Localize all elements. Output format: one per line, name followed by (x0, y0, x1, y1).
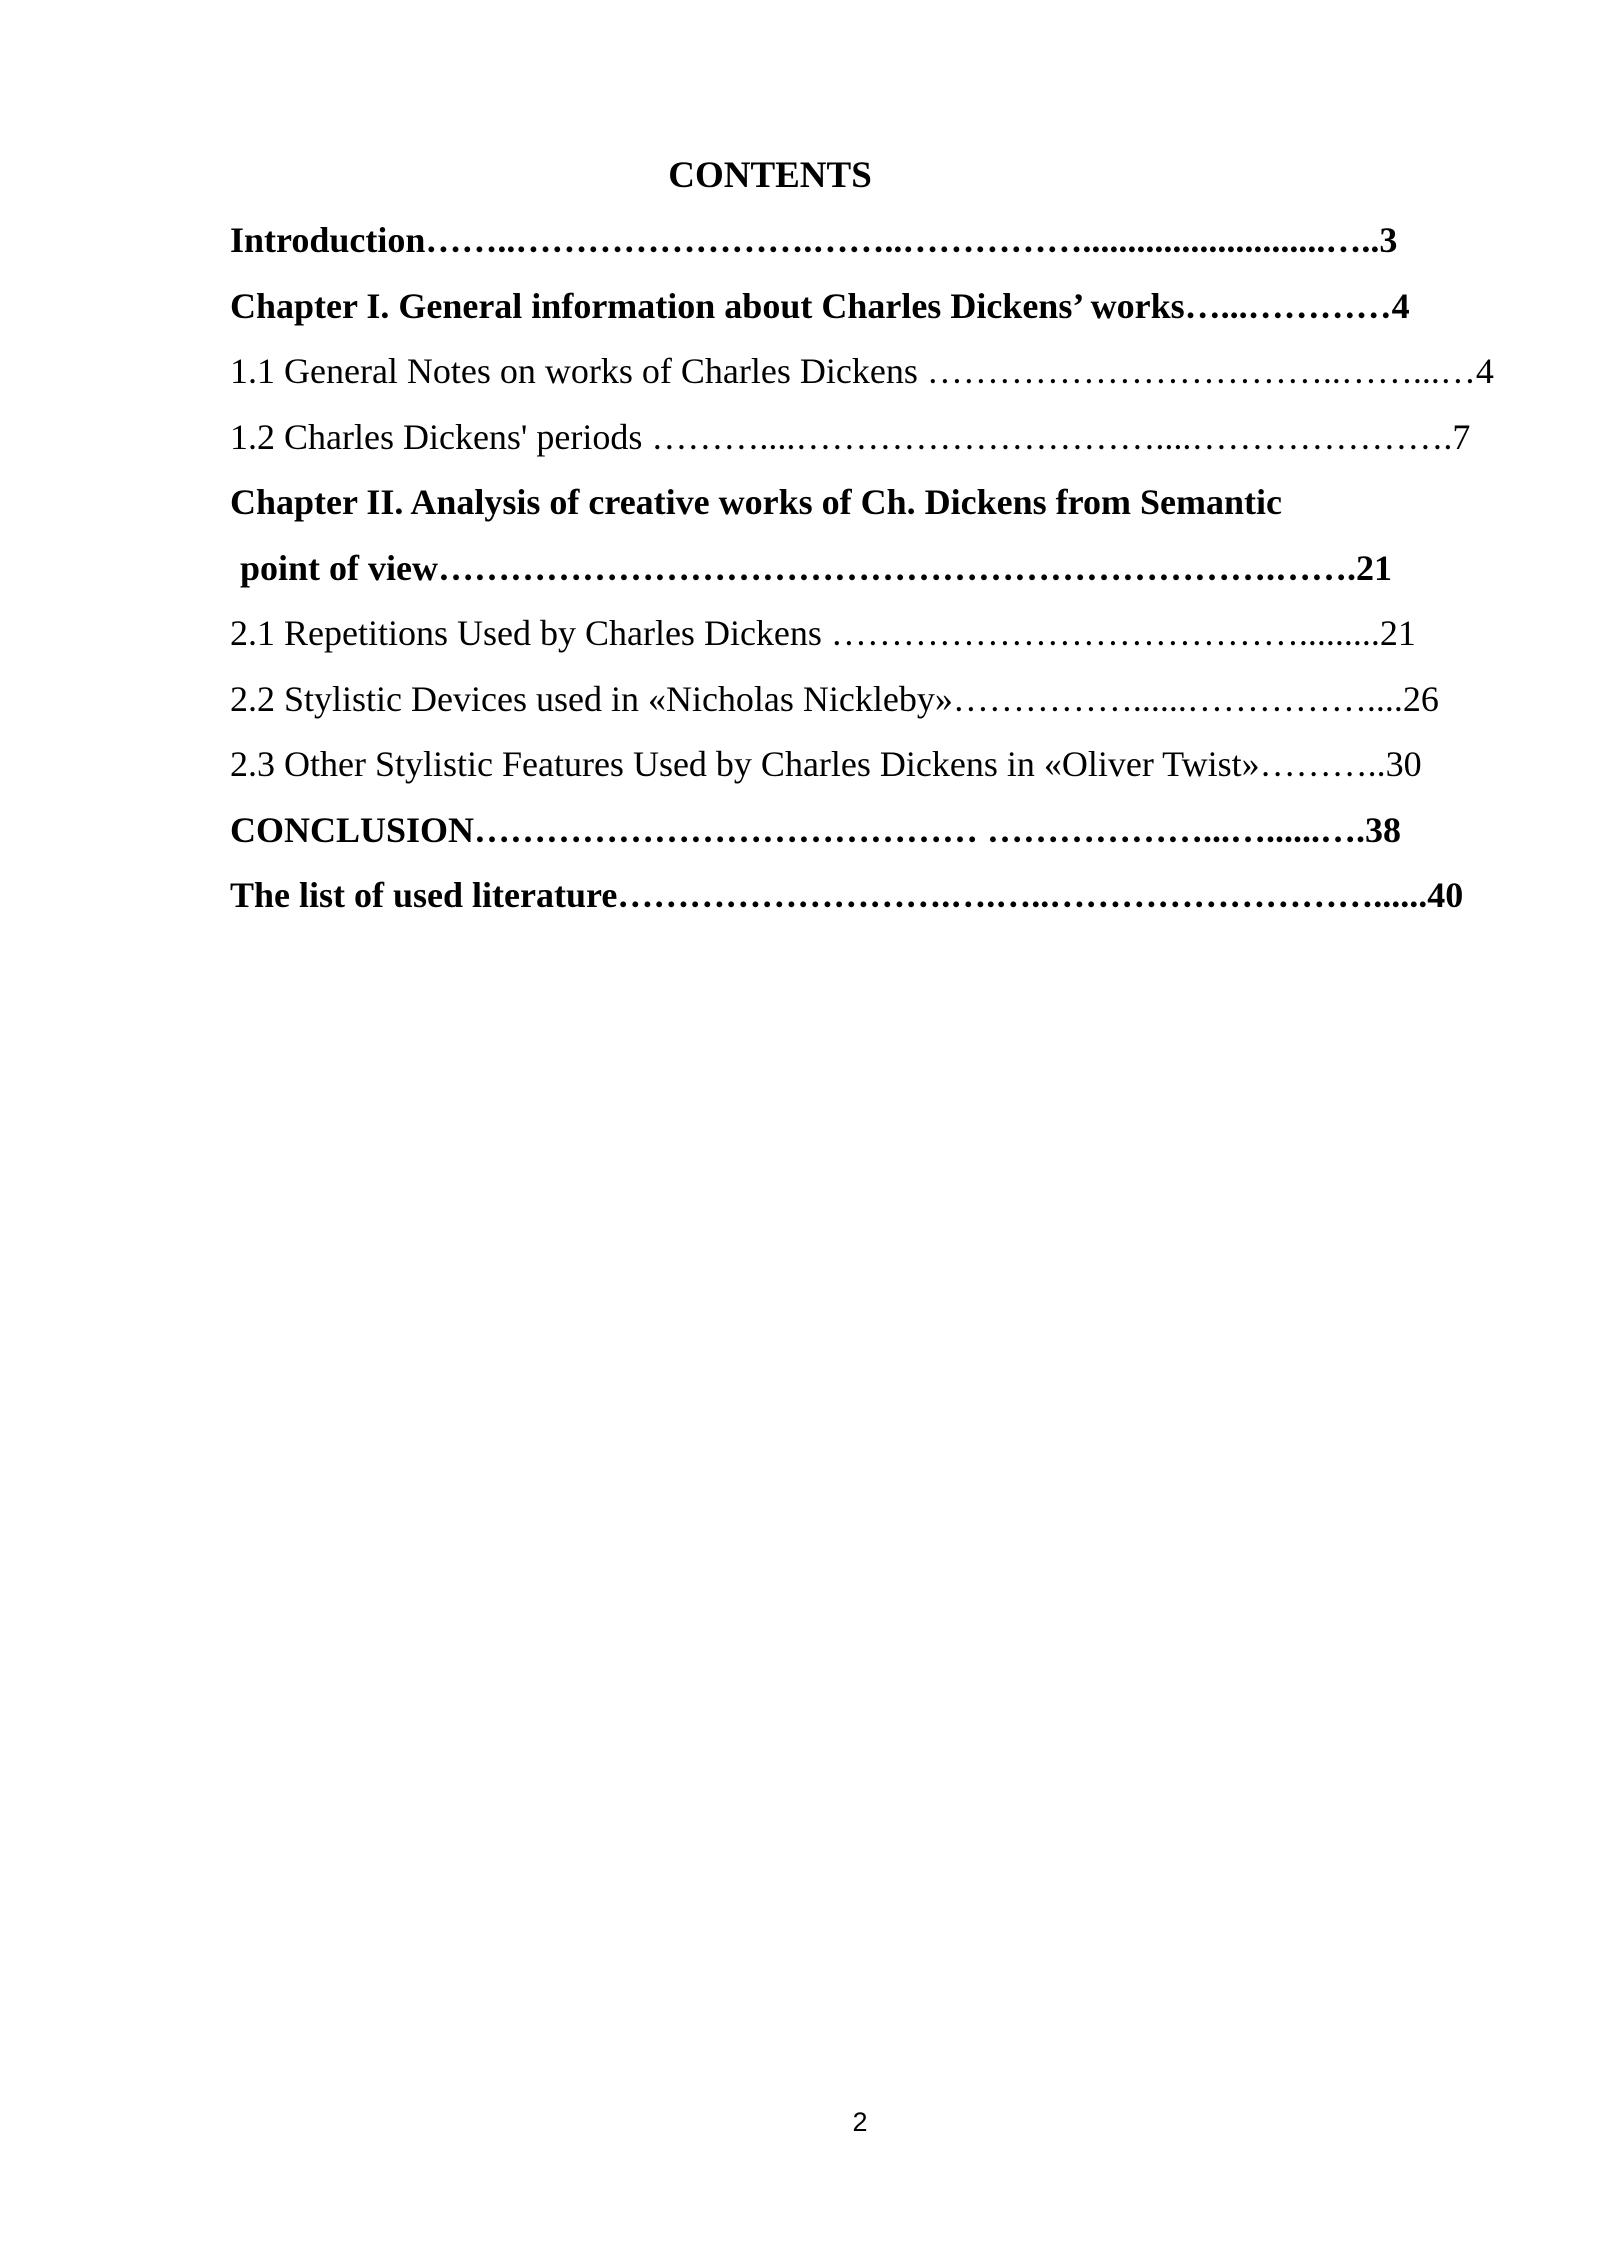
toc-entry-chapter-2-continued: point of view…………………………………………………………….…….21 (240, 547, 1392, 588)
toc-entry-section-2-3: 2.3 Other Stylistic Features Used by Charles Dickens in «Oliver Twist»………..30 (230, 744, 1422, 784)
toc-entry-section-1-2: 1.2 Charles Dickens' periods ………....…………………………....………………….7 (230, 416, 1471, 457)
table-of-contents (230, 214, 1510, 935)
toc-entry-literature: The list of used literature……………………….….…..………………………......40 (230, 875, 1464, 915)
toc-entry-section-1-1: 1.1 General Notes on works of Charles Dickens ……………………………..……...…4 (230, 351, 1494, 391)
toc-entry-section-2-2: 2.2 Stylistic Devices used in «Nicholas Nickleby»……………......……………....26 (230, 678, 1439, 719)
toc-entry-chapter-2: Chapter II. Analysis of creative works of Ch. Dickens from Semantic (230, 482, 1282, 522)
toc-entry-introduction: Introduction……..…………………….……..……………...........................…..3 (230, 220, 1398, 260)
toc-entry-conclusion: CONCLUSION…………………………………… ………………...…......….38 (230, 809, 1402, 850)
toc-entry-chapter-1: Chapter I. General information about Charles Dickens’ works…...…………4 (230, 285, 1410, 326)
contents-heading: CONTENTS (668, 155, 872, 196)
toc-entry-section-2-1: 2.1 Repetitions Used by Charles Dickens ………………………………….........21 (230, 613, 1416, 653)
page-number: 2 (852, 2107, 868, 2137)
